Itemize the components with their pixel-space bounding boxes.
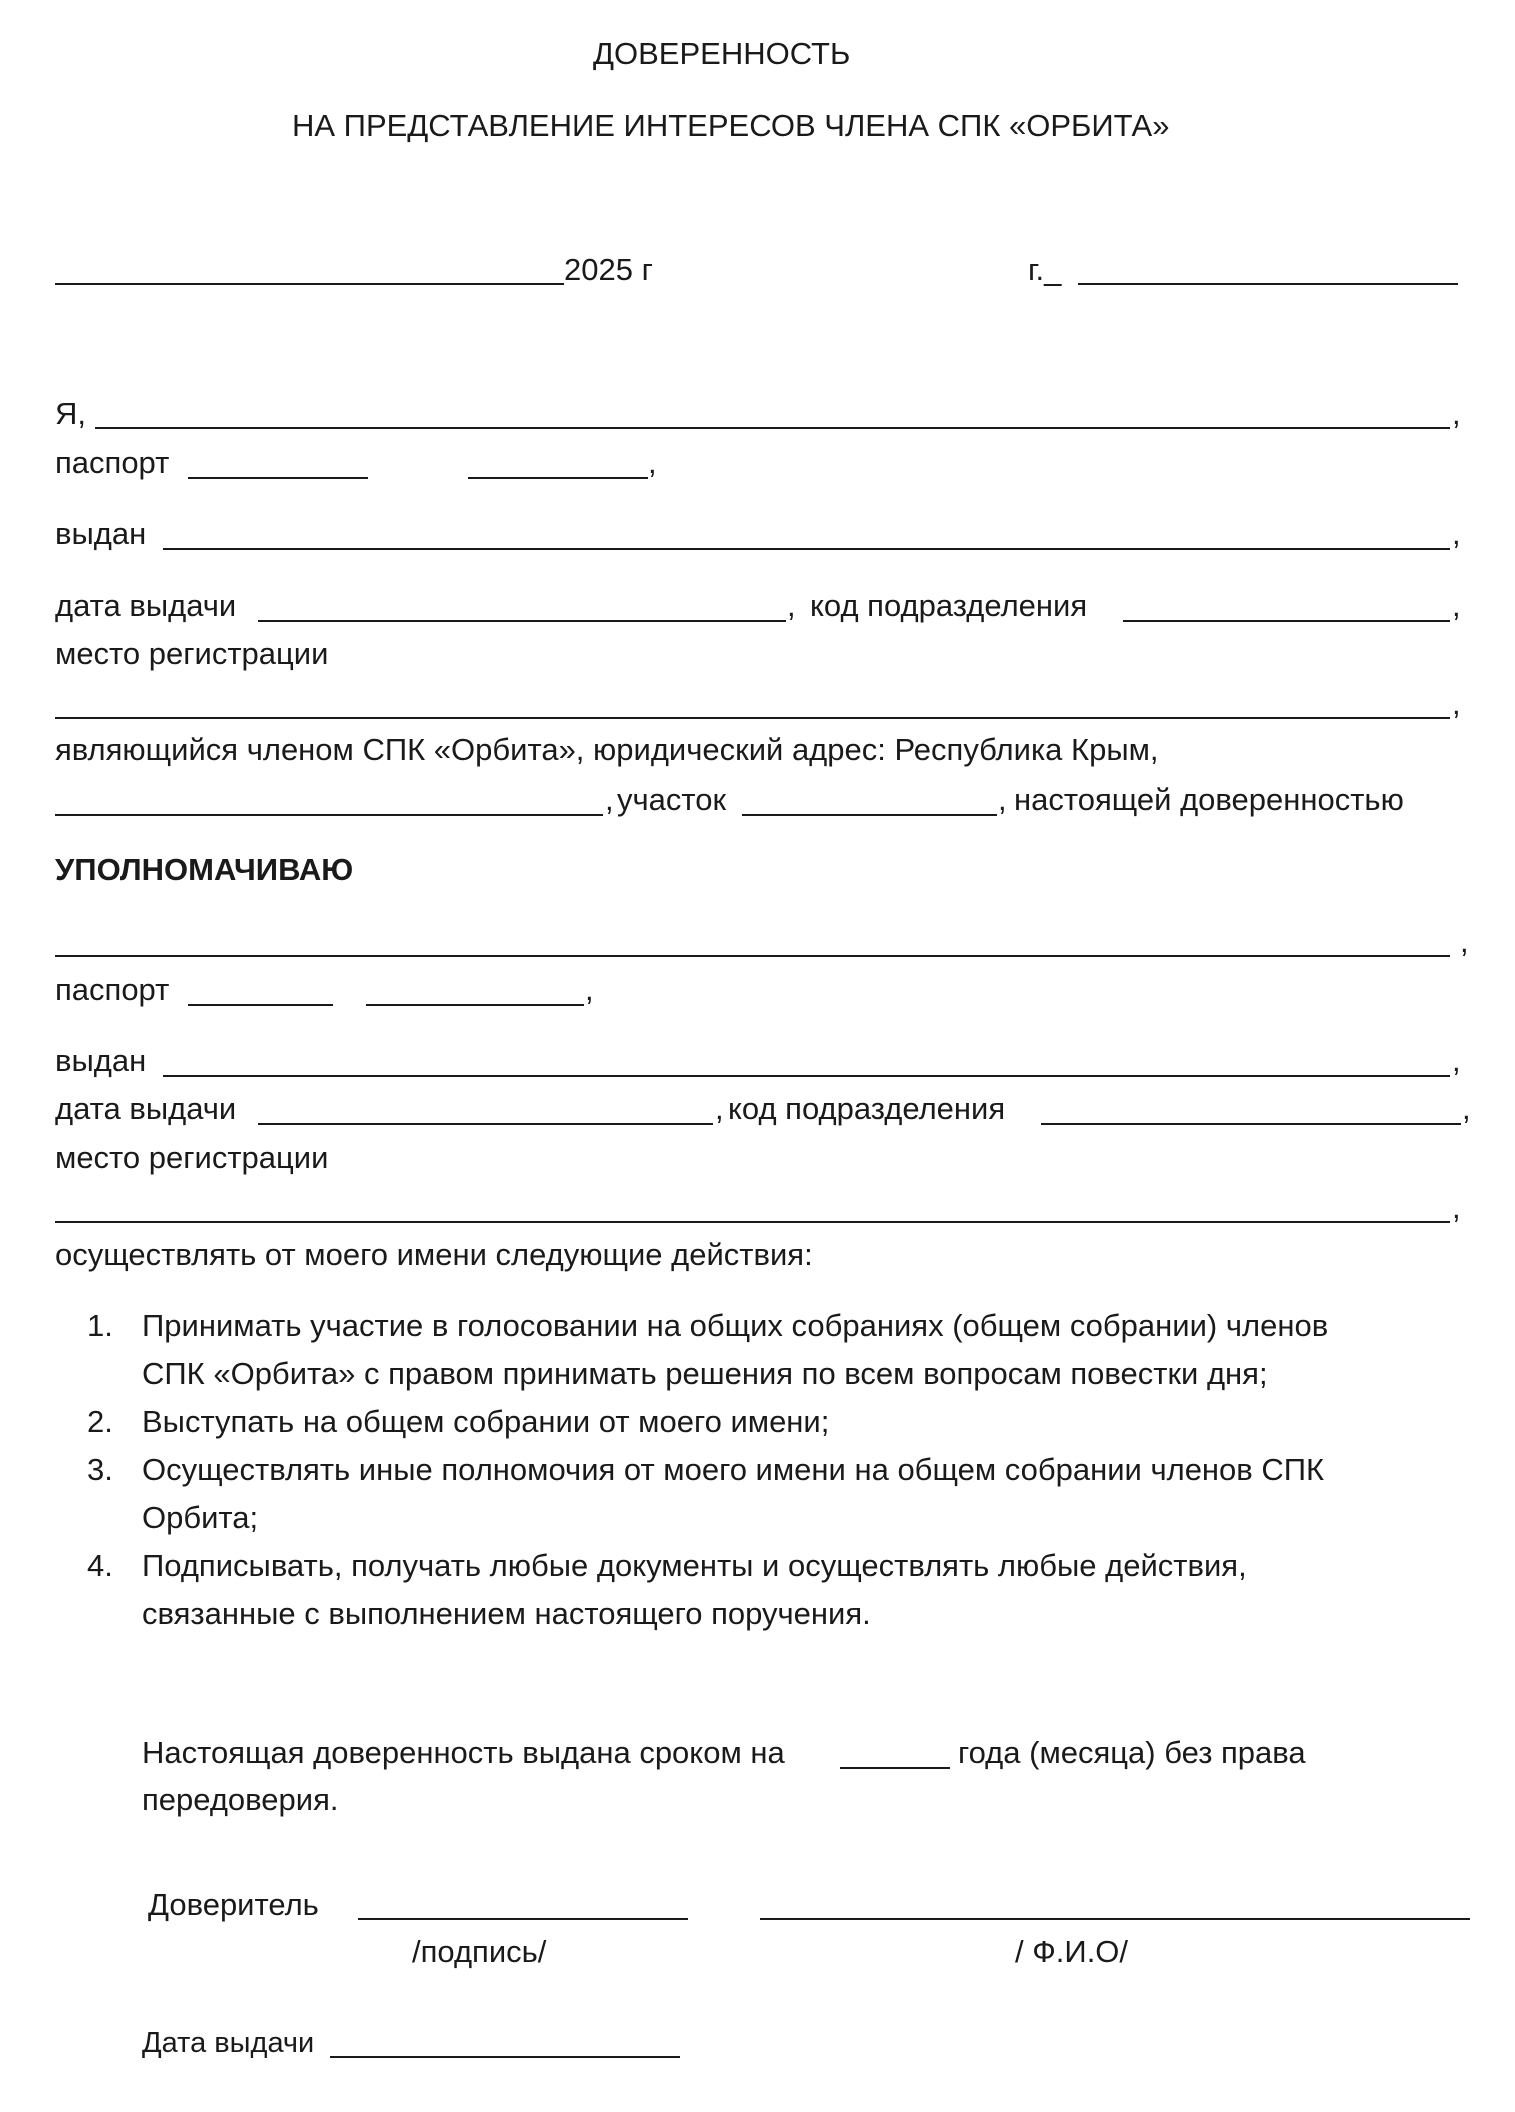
agent-passport-series-line[interactable] <box>188 1004 333 1006</box>
agent-registration-label: место регистрации <box>55 1140 329 1175</box>
principal-registration-line[interactable] <box>55 717 1450 719</box>
principal-registration-label: место регистрации <box>55 636 329 671</box>
signature-line[interactable] <box>358 1918 688 1920</box>
principal-passport-number-line[interactable] <box>468 477 648 479</box>
principal-signature-label: Доверитель <box>148 1887 319 1922</box>
action-text-line: Принимать участие в голосовании на общих собраниях (общем собрании) членов <box>142 1308 1329 1343</box>
comma: , <box>585 972 594 1007</box>
term-text-line2: передоверия. <box>142 1782 339 1817</box>
principal-dept-code-line[interactable] <box>1123 620 1450 622</box>
principal-issued-label: выдан <box>55 516 147 551</box>
full-name-line[interactable] <box>760 1918 1470 1920</box>
action-number: 2. <box>87 1404 113 1439</box>
comma: , <box>1452 516 1461 551</box>
principal-address-line[interactable] <box>55 814 603 816</box>
comma: , <box>1452 1190 1461 1225</box>
agent-dept-code-label: код подразделения <box>728 1091 1006 1126</box>
comma: , <box>1452 588 1461 623</box>
action-number: 4. <box>87 1548 113 1583</box>
agent-name-line[interactable] <box>55 955 1450 957</box>
action-text-line: СПК «Орбита» с правом принимать решения по всем вопросам повестки дня; <box>142 1356 1268 1391</box>
principal-member-text: являющийся членом СПК «Орбита», юридический адрес: Республика Крым, <box>55 732 1159 767</box>
agent-passport-label: паспорт <box>55 972 170 1007</box>
principal-plot-label: участок <box>617 782 727 817</box>
comma: , <box>648 445 657 480</box>
principal-by-power-text: настоящей доверенностью <box>1014 782 1404 817</box>
action-number: 3. <box>87 1452 113 1487</box>
agent-dept-code-line[interactable] <box>1041 1123 1461 1125</box>
agent-issue-date-label: дата выдачи <box>55 1091 237 1126</box>
city-blank-line[interactable] <box>1078 283 1458 285</box>
principal-passport-series-line[interactable] <box>188 477 368 479</box>
comma: , <box>715 1091 724 1126</box>
authorize-heading: УПОЛНОМАЧИВАЮ <box>55 852 354 887</box>
principal-issue-date-label: дата выдачи <box>55 588 237 623</box>
agent-issued-line[interactable] <box>163 1075 1450 1077</box>
principal-issued-line[interactable] <box>163 548 1450 550</box>
action-text-line: Выступать на общем собрании от моего имени; <box>142 1404 830 1439</box>
principal-name-line[interactable] <box>95 427 1450 429</box>
term-text-after: года (месяца) без права <box>958 1735 1306 1770</box>
agent-issued-label: выдан <box>55 1043 147 1078</box>
document-subtitle: НА ПРЕДСТАВЛЕНИЕ ИНТЕРЕСОВ ЧЛЕНА СПК «ОРБИТА» <box>292 108 1170 143</box>
comma: , <box>605 782 614 817</box>
agent-registration-line[interactable] <box>55 1221 1450 1223</box>
actions-intro: осуществлять от моего имени следующие действия: <box>55 1237 813 1272</box>
principal-dept-code-label: код подразделения <box>810 588 1088 623</box>
term-text-before: Настоящая доверенность выдана сроком на <box>142 1735 785 1770</box>
comma: , <box>1462 1091 1471 1126</box>
comma: , <box>1452 396 1461 431</box>
signature-caption: /подпись/ <box>412 1934 547 1969</box>
term-duration-line[interactable] <box>840 1767 950 1769</box>
date-blank-line[interactable] <box>55 283 564 285</box>
comma: , <box>1460 924 1469 959</box>
principal-passport-label: паспорт <box>55 445 170 480</box>
document-title: ДОВЕРЕННОСТЬ <box>593 36 851 71</box>
full-name-caption: / Ф.И.О/ <box>1015 1934 1129 1969</box>
principal-intro: Я, <box>55 396 86 431</box>
comma: , <box>1452 686 1461 721</box>
action-text-line: Подписывать, получать любые документы и осуществлять любые действия, <box>142 1548 1247 1583</box>
action-text-line: Осуществлять иные полномочия от моего имени на общем собрании членов СПК <box>142 1452 1325 1487</box>
comma: , <box>998 782 1007 817</box>
agent-issue-date-line[interactable] <box>258 1123 713 1125</box>
agent-passport-number-line[interactable] <box>366 1004 584 1006</box>
principal-plot-line[interactable] <box>742 814 997 816</box>
principal-issue-date-line[interactable] <box>258 620 786 622</box>
comma: , <box>787 588 796 623</box>
action-text-line: Орбита; <box>142 1500 259 1535</box>
action-text-line: связанные с выполнением настоящего поручения. <box>142 1596 871 1631</box>
city-label: г._ <box>1028 252 1062 287</box>
issue-date-label: Дата выдачи <box>142 2027 315 2059</box>
year-label: 2025 г <box>564 252 653 287</box>
issue-date-line[interactable] <box>330 2056 680 2058</box>
comma: , <box>1452 1043 1461 1078</box>
action-number: 1. <box>87 1308 113 1343</box>
